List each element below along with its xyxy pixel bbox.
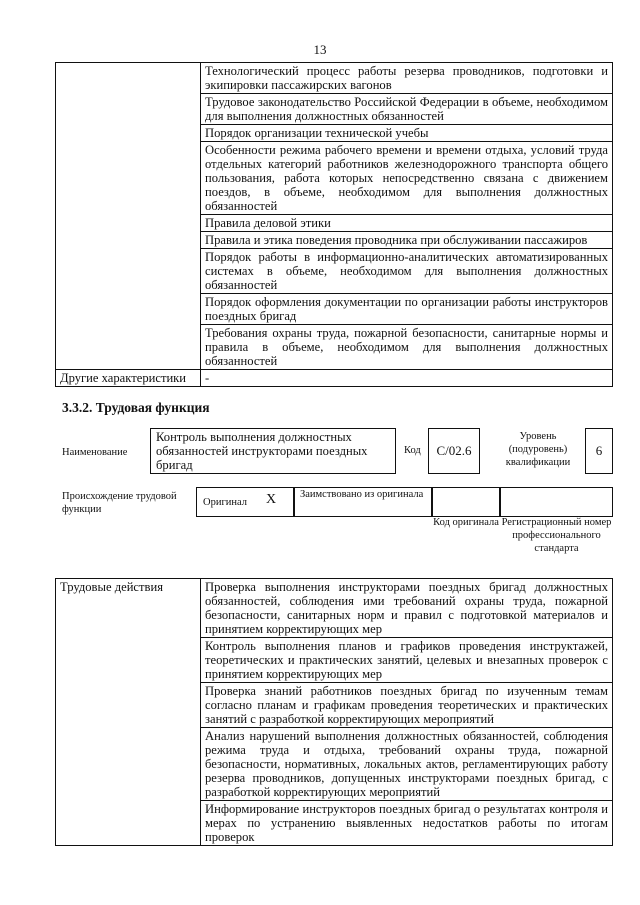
other-characteristics-value: - [201, 370, 613, 387]
labor-action-item: Проверка знаний работников поездных бригад по изученным темам согласно планам и графикам проведения теоретических и практических занятий с разработкой корректирующих мероприятий [201, 683, 613, 728]
original-label: Оригинал [203, 497, 247, 508]
labor-actions-label: Трудовые действия [56, 579, 201, 846]
function-code-box: С/02.6 [428, 428, 480, 474]
knowledge-item: Порядок работы в информационно-аналитических автоматизированных системах в объеме, необходимом для выполнения должностных обязанностей [201, 249, 613, 294]
labor-action-item: Анализ нарушений выполнения должностных обязанностей, соблюдения режима труда и отдыха, требований охраны труда, пожарной безопасности, нормативных, локальных актов, регламентирующих работу резерва проводников, допущенных инструкторами поездных бригад, с разработкой корректирующих мероприятий [201, 728, 613, 801]
qualification-level-label: Уровень (подуровень) квалификации [505, 431, 571, 468]
knowledge-item: Трудовое законодательство Российской Федерации в объеме, необходимом для выполнения должностных обязанностей [201, 94, 613, 125]
original-code-caption: Код оригинала [433, 517, 499, 528]
knowledge-item: Порядок организации технической учебы [201, 125, 613, 142]
labor-actions-table [55, 578, 613, 846]
original-mark: X [266, 492, 277, 507]
function-name-box: Контроль выполнения должностных обязанностей инструкторами поездных бригад [150, 428, 396, 474]
knowledge-item: Технологический процесс работы резерва проводников, подготовки и экипировки пассажирских вагонов [201, 63, 613, 94]
labor-action-item: Информирование инструкторов поездных бригад о результатах контроля и мерах по устранению выявленных недостатков работы по итогам проверок [201, 801, 613, 846]
borrowed-label: Заимствовано из оригинала [300, 489, 424, 500]
name-label: Наименование [62, 447, 128, 458]
knowledge-item: Особенности режима рабочего времени и времени отдыха, условий труда отдельных категорий работников железнодорожного транспорта общего пользования, работа которых непосредственно связана с движением поездов, в объеме, необходимом для выполнения должностных обязанностей [201, 142, 613, 215]
knowledge-item: Порядок оформления документации по организации работы инструкторов поездных бригад [201, 294, 613, 325]
knowledge-item: Правила деловой этики [201, 215, 613, 232]
labor-action-item: Проверка выполнения инструкторами поездных бригад должностных обязанностей, соблюдения ими требований охраны труда, пожарной безопасности, санитарных норм и правил с подготовкой материалов и принятием корректирующих мер [201, 579, 613, 638]
knowledge-item: Правила и этика поведения проводника при обслуживании пассажиров [201, 232, 613, 249]
page-number: 13 [313, 42, 327, 57]
qualification-level-box: 6 [585, 428, 613, 474]
other-characteristics-label: Другие характеристики [56, 370, 201, 387]
original-code-box [432, 487, 500, 517]
labor-action-item: Контроль выполнения планов и графиков проведения инструктажей, теоретических и практических занятий, целевых и внезапных проверок с принятием корректирующих мер [201, 638, 613, 683]
knowledge-item: Требования охраны труда, пожарной безопасности, санитарные нормы и правила в объеме, необходимом для выполнения должностных обязанностей [201, 325, 613, 370]
code-label: Код [404, 445, 421, 456]
knowledge-label-cell [56, 63, 201, 370]
knowledge-table [55, 62, 613, 387]
registration-number-caption: Регистрационный номер профессионального стандарта [501, 517, 612, 554]
origin-label: Происхождение трудовой функции [62, 491, 177, 515]
registration-number-box [500, 487, 613, 517]
section-heading: 3.3.2. Трудовая функция [62, 400, 210, 415]
